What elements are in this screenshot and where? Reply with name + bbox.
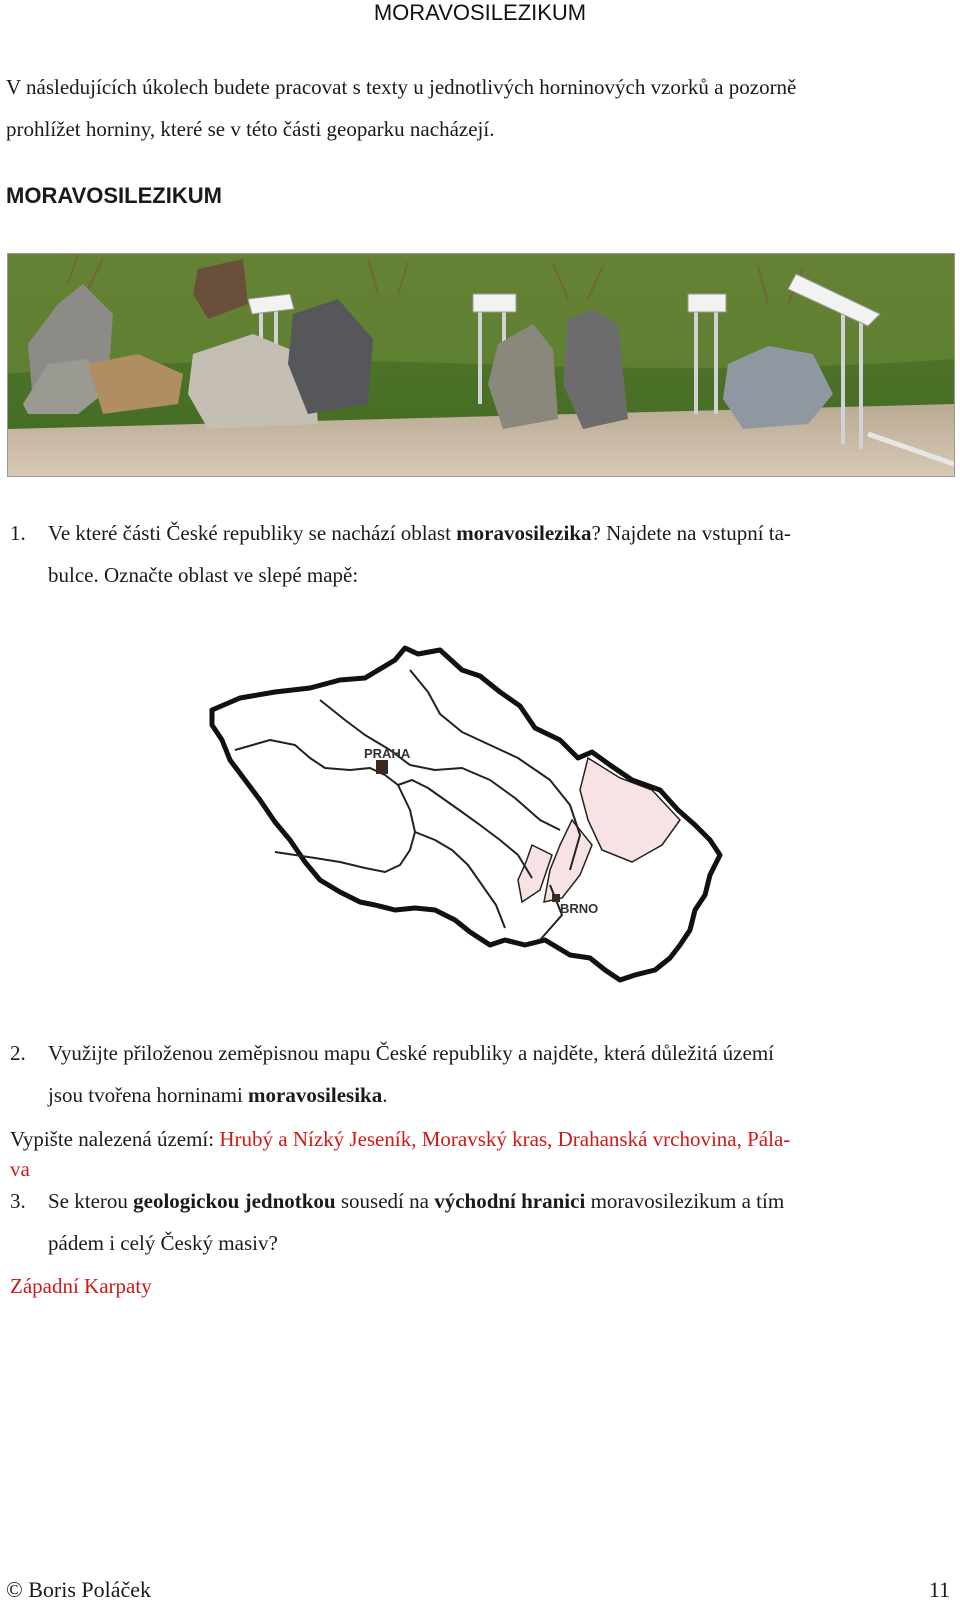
blank-map (200, 640, 740, 990)
footer-author: © Boris Poláček (6, 1577, 152, 1602)
question-1-text-a: Ve které části České republiky se nachází oblast (48, 521, 457, 545)
intro-paragraph (6, 66, 946, 150)
question-1-number: 1. (10, 521, 26, 545)
question-2-number: 2. (10, 1041, 26, 1065)
question-3-number: 3. (10, 1189, 26, 1213)
question-1-line-2: bulce. Označte oblast ve slepé mapě: (48, 563, 359, 587)
question-2-keyword: moravosilesika (248, 1083, 383, 1107)
question-3-line-2: pádem i celý Český masiv? (48, 1231, 278, 1255)
map-label-brno: BRNO (560, 901, 599, 916)
answer-label: Vypište nalezená území: (10, 1127, 220, 1151)
question-1-text-c: ? Najdete na vstupní ta- (591, 521, 791, 545)
rock-exhibit-photo (7, 253, 955, 477)
question-3-answer: Západní Karpaty (10, 1274, 152, 1298)
question-1-line-1 (48, 512, 938, 554)
question-2-answer (10, 1124, 940, 1184)
question-3-line-1 (48, 1180, 938, 1222)
question-3-text-c: sousedí na (335, 1189, 435, 1213)
page-number: 11 (928, 1577, 950, 1602)
section-heading: MORAVOSILEZIKUM (6, 183, 222, 208)
question-3-keyword-2: východní hranici (434, 1189, 586, 1213)
question-3-text-a: Se kterou (48, 1189, 134, 1213)
intro-line-1: V následujících úkolech budete pracovat s texty u jednotlivých horninových vzorků a pozorně (6, 75, 797, 99)
question-2-text-a: jsou tvořena horninami (48, 1083, 249, 1107)
highlight-area-jesenik (580, 758, 680, 862)
intro-line-2: prohlížet horniny, které se v této části geoparku nacházejí. (6, 117, 495, 141)
question-3-text-e: moravosilezikum a tím (585, 1189, 785, 1213)
answer-text-line-1: Hrubý a Nízký Jeseník, Moravský kras, Drahanská vrchovina, Pála- (219, 1127, 791, 1151)
answer-text-line-2: va (10, 1157, 30, 1181)
praha-marker (376, 760, 388, 774)
question-2-text-c: . (382, 1083, 388, 1107)
question-2-line-2 (48, 1074, 938, 1116)
map-label-praha: PRAHA (364, 746, 411, 761)
brno-marker (552, 894, 560, 902)
question-2-line-1: Využijte přiloženou zeměpisnou mapu České republiky a najděte, která důležitá území (48, 1041, 774, 1065)
question-1-keyword: moravosilezika (456, 521, 592, 545)
page-header: MORAVOSILEZIKUM (373, 0, 587, 25)
question-3-keyword-1: geologickou jednotkou (133, 1189, 336, 1213)
